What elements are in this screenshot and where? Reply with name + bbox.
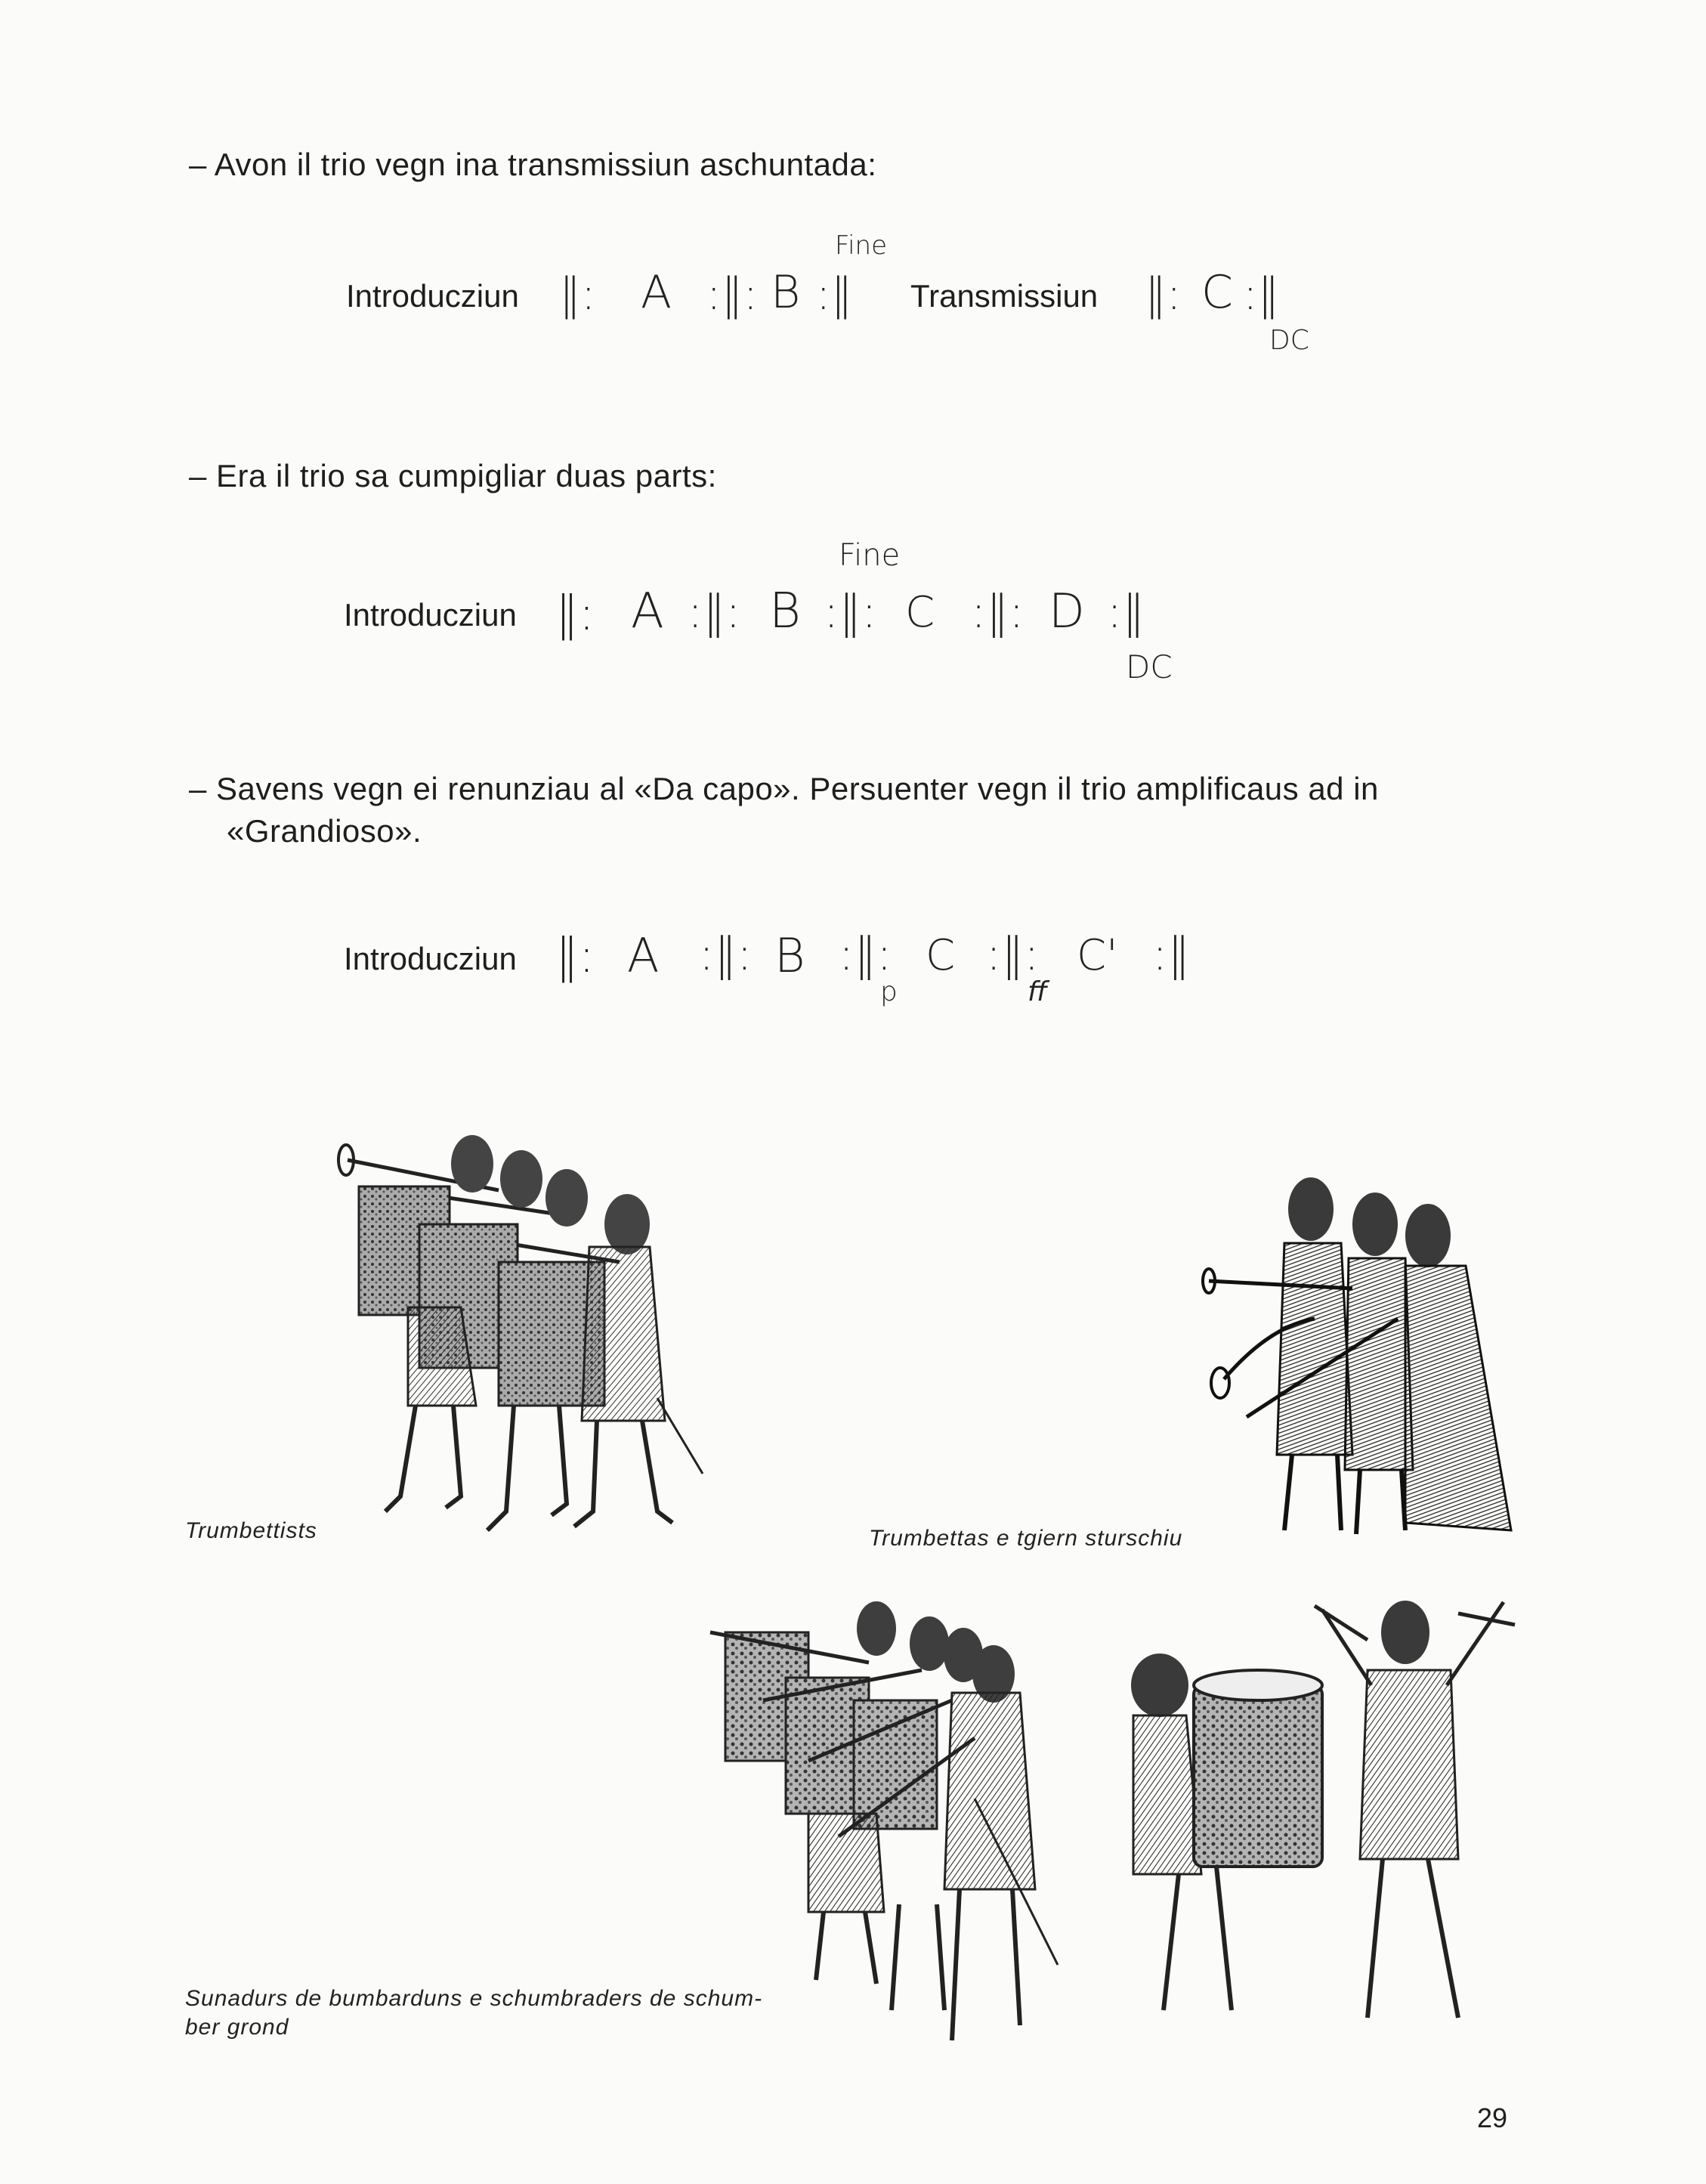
bullet-grandioso: – Savens vegn ei renunziau al «Da capo». Persuenter vegn il trio amplificaus ad in <box>189 771 1379 806</box>
section-a: A <box>641 266 672 319</box>
repeat-sign-3: :‖: <box>971 586 1025 639</box>
repeat-sign: :‖: <box>699 928 753 981</box>
formula-intro: Introducziun <box>344 941 517 976</box>
repeat-sign-2: :‖: <box>839 928 892 981</box>
repeat-open-sign-2: ‖: <box>1145 268 1182 320</box>
caption-trumpets-horn: Trumbettas e tgiern sturschiu <box>869 1526 1183 1551</box>
section-c: C <box>905 588 935 637</box>
bombard-drummers-engraving <box>703 1587 1519 2056</box>
trumpeters-engraving <box>325 1118 718 1542</box>
section-b: B <box>774 928 805 983</box>
bullet-grandioso-cont: «Grandioso». <box>227 813 422 849</box>
repeat-open-sign: ‖: <box>559 268 596 320</box>
section-d: D <box>1049 583 1085 639</box>
repeat-sign-3: :‖: <box>986 928 1040 981</box>
dynamic-piano: p <box>880 976 898 1007</box>
repeat-close-sign: :‖ <box>1152 928 1191 981</box>
formula-transition: Transmissiun <box>910 278 1099 314</box>
fine-mark: Fine <box>839 538 901 573</box>
repeat-open-sign: ‖: <box>555 928 595 983</box>
section-b: B <box>769 583 801 639</box>
trumpets-horn-engraving <box>1179 1168 1519 1545</box>
repeat-open-sign: ‖: <box>555 586 595 641</box>
dc-mark: DC <box>1269 325 1309 356</box>
repeat-close-sign: :‖ <box>1107 586 1145 639</box>
caption-trumpeters: Trumbettists <box>185 1518 317 1543</box>
section-c: C <box>1201 266 1233 319</box>
repeat-sign: :‖: <box>706 268 759 320</box>
bullet-transition: – Avon il trio vegn ina transmissiun aschuntada: <box>189 147 877 182</box>
caption-bombard-line2: ber grond <box>185 2015 289 2040</box>
section-c-prime: C' <box>1077 931 1118 980</box>
section-a: A <box>627 928 660 983</box>
page-number: 29 <box>1477 2102 1508 2133</box>
section-c: C <box>926 931 956 980</box>
repeat-close-sign: :‖ <box>816 268 853 320</box>
section-b: B <box>771 266 801 319</box>
repeat-close-sign-2: :‖ <box>1243 268 1280 320</box>
section-a: A <box>631 583 664 639</box>
formula-intro: Introducziun <box>344 597 517 633</box>
dynamic-fortissimo: ff <box>1028 976 1047 1007</box>
dc-mark: DC <box>1126 648 1173 685</box>
repeat-sign-2: :‖: <box>824 586 877 639</box>
caption-bombard-line1: Sunadurs de bumbarduns e schumbraders de schum- <box>185 1986 763 2011</box>
fine-mark: Fine <box>835 230 887 261</box>
repeat-sign: :‖: <box>688 586 741 639</box>
formula-intro: Introducziun <box>346 278 519 314</box>
bullet-two-parts: – Era il trio sa cumpigliar duas parts: <box>189 458 717 493</box>
